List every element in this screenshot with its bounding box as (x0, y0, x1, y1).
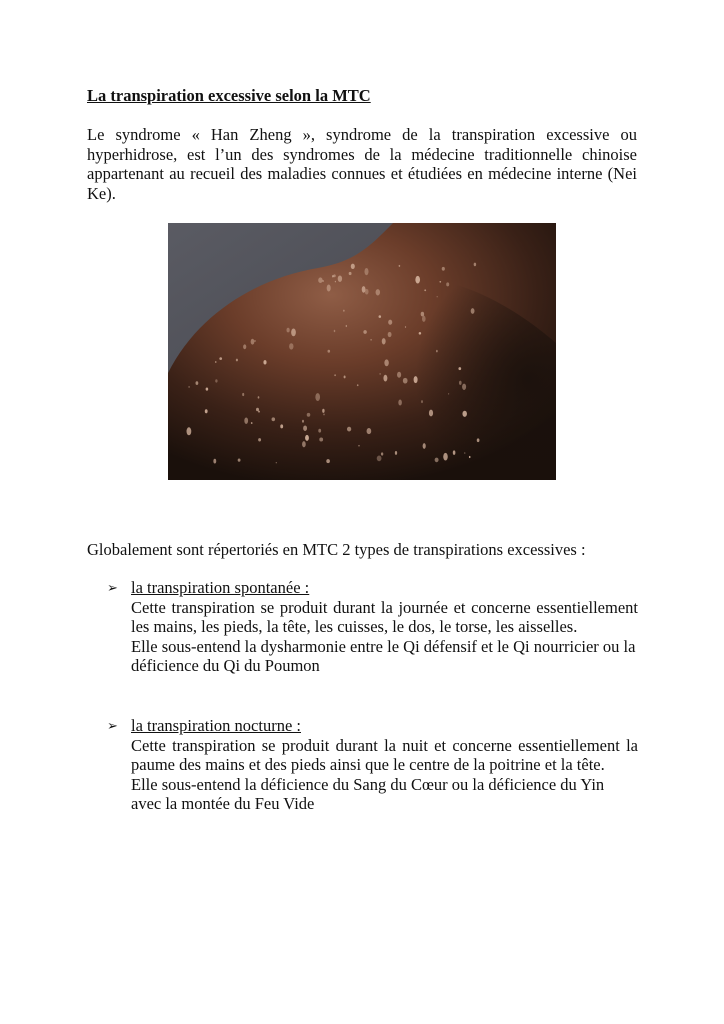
water-droplet (327, 285, 331, 292)
water-droplet (399, 265, 401, 267)
water-droplet (213, 459, 216, 464)
water-droplet (322, 409, 324, 413)
item-paragraph: Cette transpiration se produit durant la nuit et concerne essentiellement la paume des mains et des pieds ainsi que le centre de la poitrine et la tête. (131, 735, 638, 774)
water-droplet (367, 428, 372, 434)
water-droplet (382, 338, 386, 344)
water-droplet (357, 384, 359, 386)
water-droplet (436, 350, 437, 353)
water-droplet (205, 409, 208, 413)
water-droplet (377, 456, 382, 462)
water-droplet (370, 339, 372, 341)
water-droplet (347, 427, 351, 432)
water-droplet (291, 329, 296, 337)
water-droplet (326, 459, 330, 463)
water-droplet (376, 289, 380, 295)
water-droplet (379, 315, 382, 318)
water-droplet (188, 386, 190, 388)
item-paragraph: Elle sous-entend la déficience du Sang du Cœur ou la déficience du Yin avec la montée du Feu Vide (131, 774, 605, 813)
water-droplet (323, 413, 324, 415)
water-droplet (422, 316, 426, 322)
water-droplet (272, 417, 276, 421)
water-droplet (414, 376, 418, 383)
water-droplet (196, 381, 199, 385)
water-droplet (243, 344, 246, 349)
water-droplet (424, 289, 426, 291)
water-droplet (332, 275, 334, 278)
water-droplet (318, 429, 321, 433)
water-droplet (471, 308, 475, 314)
sweaty-shoulder-photo (168, 223, 556, 480)
water-droplet (334, 374, 336, 376)
intro-paragraph: Le syndrome « Han Zheng », syndrome de la transpiration excessive ou hyperhidrose, est l’un des syndromes de la médecine traditionnelle chinoise appartenant au recueil des maladies connues et étudiées en médecine interne (Nei Ke). (87, 125, 637, 203)
water-droplet (315, 393, 320, 401)
water-droplet (349, 272, 352, 275)
water-droplet (238, 458, 241, 461)
water-droplet (251, 339, 255, 345)
water-droplet (474, 263, 477, 267)
water-droplet (258, 438, 261, 441)
water-droplet (464, 452, 465, 454)
arrow-bullet-icon: ➢ (107, 580, 118, 595)
water-droplet (343, 310, 344, 312)
water-droplet (421, 400, 423, 403)
summary-line: Globalement sont répertoriés en MTC 2 types de transpirations excessives : (87, 540, 586, 559)
water-droplet (289, 343, 293, 349)
water-droplet (435, 458, 439, 463)
water-droplet (419, 332, 421, 335)
item-heading: la transpiration nocturne : (131, 716, 301, 735)
water-droplet (215, 361, 216, 363)
water-droplet (335, 281, 336, 283)
water-droplet (403, 378, 408, 384)
water-droplet (405, 326, 406, 328)
water-droplet (384, 359, 388, 366)
water-droplet (448, 393, 449, 394)
water-droplet (346, 325, 347, 327)
water-droplet (307, 413, 311, 417)
water-droplet (244, 418, 248, 424)
water-droplet (351, 264, 355, 269)
water-droplet (442, 267, 445, 271)
water-droplet (429, 410, 433, 417)
water-droplet (258, 396, 260, 399)
water-droplet (344, 375, 346, 378)
water-droplet (334, 330, 336, 332)
water-droplet (305, 435, 309, 441)
water-droplet (459, 381, 462, 385)
water-droplet (328, 350, 331, 353)
item-paragraph: Elle sous-entend la dysharmonie entre le Qi défensif et le Qi nourricier ou la déficience du Qi du Poumon (131, 636, 636, 675)
water-droplet (251, 422, 253, 424)
water-droplet (280, 424, 283, 428)
water-droplet (443, 453, 448, 461)
water-droplet (302, 441, 306, 447)
water-droplet (439, 281, 441, 283)
water-droplet (423, 443, 426, 449)
water-droplet (388, 332, 392, 337)
water-droplet (395, 451, 397, 455)
list-item-spontaneous (107, 578, 638, 676)
water-droplet (322, 280, 323, 282)
water-droplet (388, 320, 392, 325)
water-droplet (358, 445, 359, 447)
water-droplet (242, 393, 244, 396)
water-droplet (254, 340, 255, 341)
water-droplet (302, 420, 304, 423)
water-droplet (469, 456, 471, 458)
water-droplet (379, 373, 380, 375)
water-droplet (363, 330, 366, 334)
item-paragraph: Cette transpiration se produit durant la journée et concerne essentiellement les mains, les pieds, la tête, les cuisses, le dos, le torse, les aisselles. (131, 597, 638, 636)
water-droplet (219, 357, 222, 360)
water-droplet (319, 438, 323, 442)
water-droplet (458, 367, 461, 370)
water-droplet (236, 359, 238, 362)
water-droplet (477, 438, 480, 442)
water-droplet (256, 408, 259, 412)
photo-illustration (168, 223, 556, 480)
water-droplet (206, 388, 209, 391)
water-droplet (381, 452, 383, 455)
water-droplet (187, 427, 192, 435)
water-droplet (437, 296, 438, 297)
item-heading: la transpiration spontanée : (131, 578, 310, 597)
water-droplet (318, 277, 322, 283)
water-droplet (215, 379, 217, 382)
water-droplet (276, 462, 277, 463)
water-droplet (446, 282, 449, 286)
water-droplet (287, 328, 290, 333)
water-droplet (462, 411, 467, 417)
arrow-bullet-icon: ➢ (107, 718, 118, 733)
water-droplet (415, 276, 420, 284)
water-droplet (398, 399, 402, 405)
water-droplet (453, 450, 456, 455)
water-droplet (462, 384, 466, 390)
water-droplet (365, 289, 369, 295)
water-droplet (364, 268, 368, 275)
water-droplet (397, 372, 401, 378)
water-droplet (338, 275, 342, 281)
water-droplet (263, 360, 266, 364)
water-droplet (303, 425, 307, 431)
water-droplet (383, 375, 387, 382)
list-item-nocturnal (107, 716, 638, 814)
document-title: La transpiration excessive selon la MTC (87, 86, 371, 105)
